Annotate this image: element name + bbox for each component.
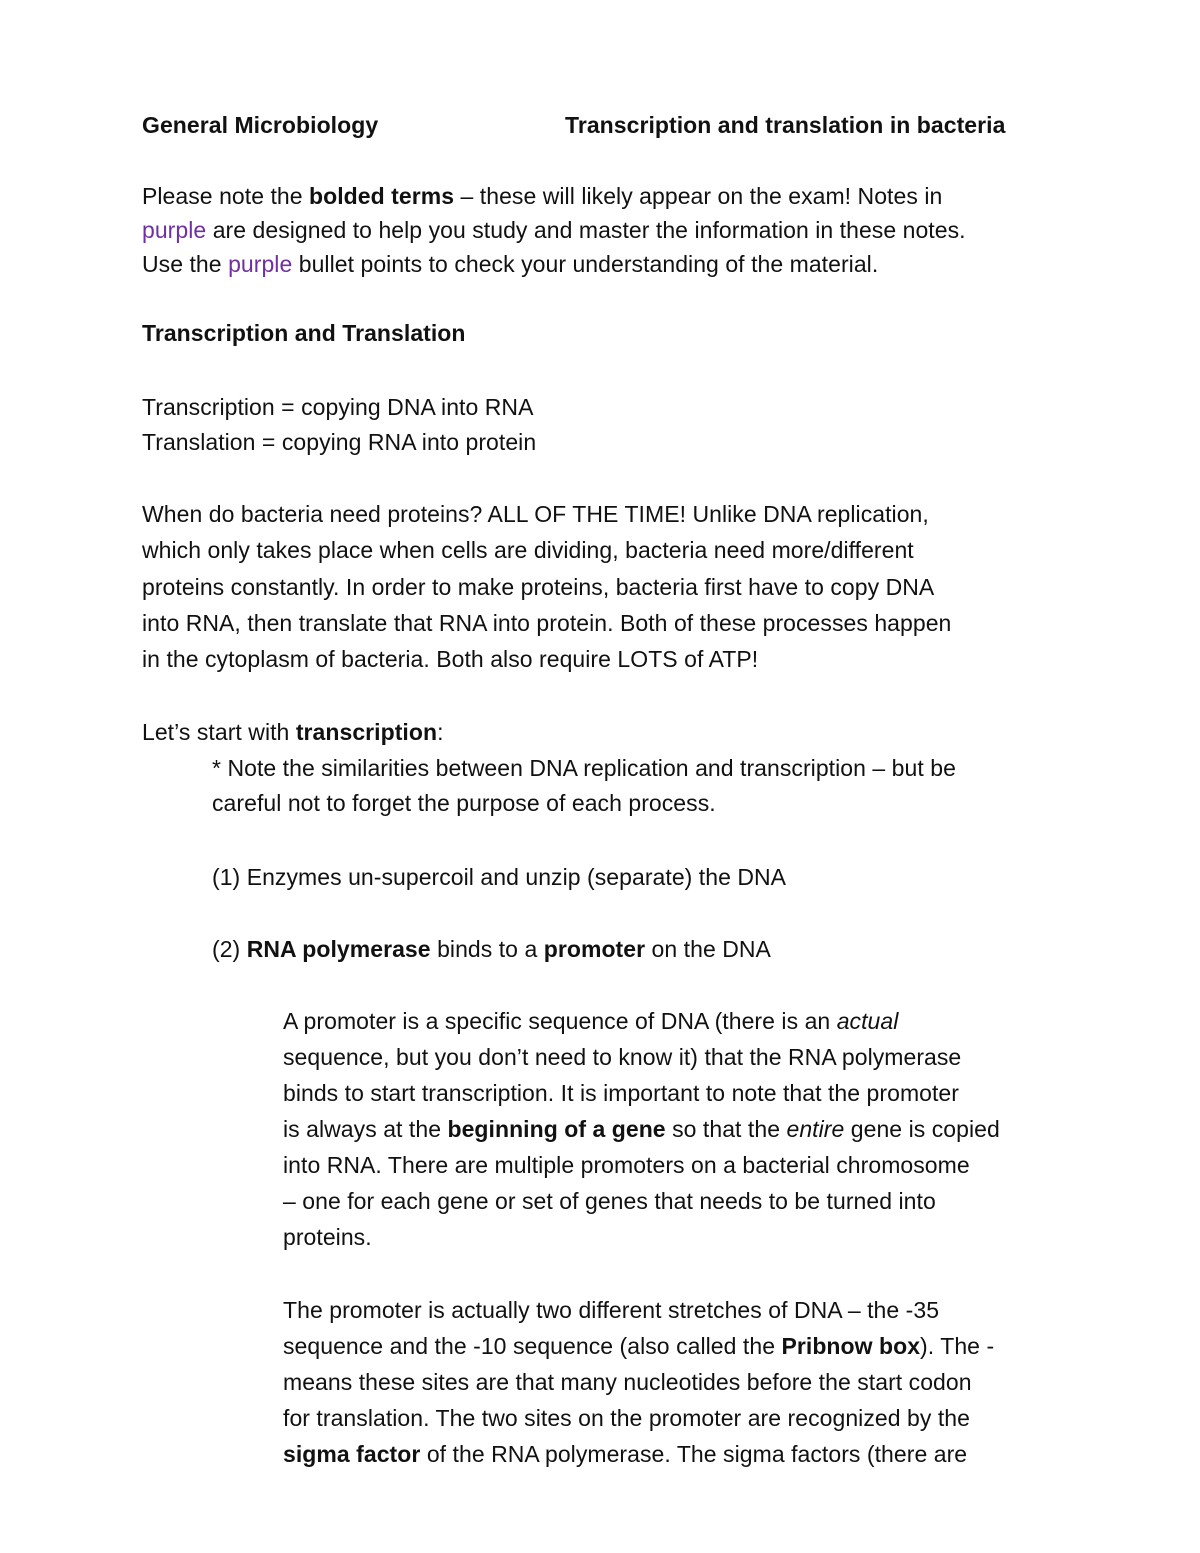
paragraph-line: into RNA, then translate that RNA into protein. Both of these processes happen xyxy=(142,610,952,636)
definition-translation: Translation = copying RNA into protein xyxy=(142,429,537,455)
sequence-paragraph-line: The promoter is actually two different stretches of DNA – the -35 xyxy=(283,1297,940,1323)
paragraph-line: which only takes place when cells are dividing, bacteria need more/different xyxy=(142,537,914,563)
sequence-paragraph-line: sequence and the -10 sequence (also called the Pribnow box). The - xyxy=(283,1333,995,1359)
sequence-paragraph-line: sigma factor of the RNA polymerase. The sigma factors (there are xyxy=(283,1441,968,1467)
intro-line-3: Use the purple bullet points to check your understanding of the material. xyxy=(142,251,879,277)
transcription-intro: Let’s start with transcription: xyxy=(142,719,444,745)
paragraph-line: When do bacteria need proteins? ALL OF THE TIME! Unlike DNA replication, xyxy=(142,501,929,527)
definition-transcription: Transcription = copying DNA into RNA xyxy=(142,394,534,420)
paragraph-line: proteins constantly. In order to make proteins, bacteria first have to copy DNA xyxy=(142,574,935,600)
note-line: careful not to forget the purpose of each process. xyxy=(212,790,716,816)
intro-line-1: Please note the bolded terms – these will likely appear on the exam! Notes in xyxy=(142,183,943,209)
document-topic-title: Transcription and translation in bacteria xyxy=(565,112,1006,138)
sequence-paragraph-line: means these sites are that many nucleotides before the start codon xyxy=(283,1369,972,1395)
promoter-paragraph-line: sequence, but you don’t need to know it) that the RNA polymerase xyxy=(283,1044,962,1070)
section-heading: Transcription and Translation xyxy=(142,320,466,346)
step-2: (2) RNA polymerase binds to a promoter on the DNA xyxy=(212,936,771,962)
promoter-paragraph-line: proteins. xyxy=(283,1224,372,1250)
promoter-paragraph-line: binds to start transcription. It is important to note that the promoter xyxy=(283,1080,959,1106)
purple-highlight: purple xyxy=(228,251,293,277)
course-title: General Microbiology xyxy=(142,112,379,138)
promoter-paragraph-line: A promoter is a specific sequence of DNA (there is an actual xyxy=(283,1008,899,1034)
intro-line-2: purple are designed to help you study and master the information in these notes. xyxy=(142,217,966,243)
purple-highlight: purple xyxy=(142,217,207,243)
sequence-paragraph-line: for translation. The two sites on the promoter are recognized by the xyxy=(283,1405,970,1431)
note-line: * Note the similarities between DNA replication and transcription – but be xyxy=(212,755,956,781)
promoter-paragraph-line: – one for each gene or set of genes that needs to be turned into xyxy=(283,1188,936,1214)
step-1: (1) Enzymes un-supercoil and unzip (separate) the DNA xyxy=(212,864,787,890)
promoter-paragraph-line: into RNA. There are multiple promoters on a bacterial chromosome xyxy=(283,1152,970,1178)
paragraph-line: in the cytoplasm of bacteria. Both also require LOTS of ATP! xyxy=(142,646,759,672)
promoter-paragraph-line: is always at the beginning of a gene so that the entire gene is copied xyxy=(283,1116,1000,1142)
